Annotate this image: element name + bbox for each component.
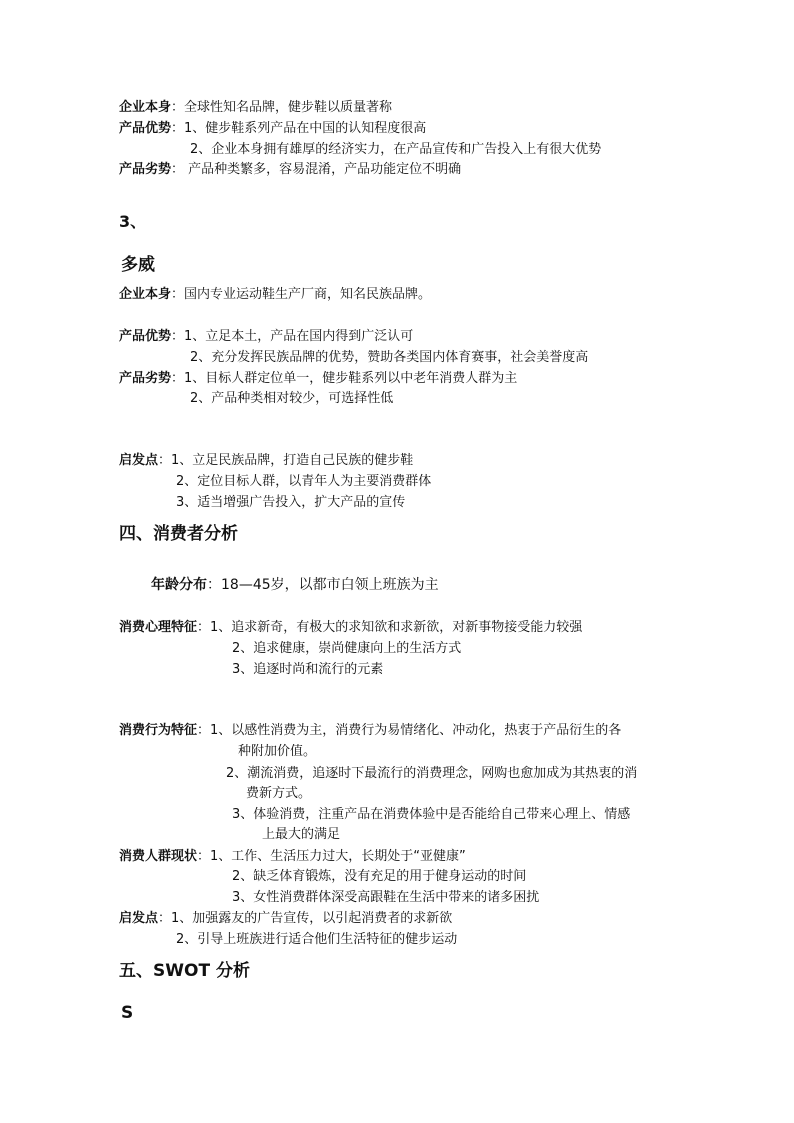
text: ：1、加强露友的广告宣传，以引起消费者的求新欲 bbox=[158, 911, 453, 926]
text: ：国内专业运动鞋生产厂商，知名民族品牌。 bbox=[171, 287, 432, 302]
brand-title: 多威 bbox=[121, 255, 155, 275]
label: 企业本身 bbox=[119, 100, 172, 115]
label: 消费心理特征 bbox=[119, 620, 198, 635]
label: 产品劣势 bbox=[119, 371, 172, 386]
disadvantage-line-2: 2、产品种类相对较少，可选择性低 bbox=[190, 391, 394, 406]
label: 产品优势 bbox=[119, 329, 172, 344]
disadvantage-line bbox=[119, 161, 461, 179]
behavior-line-3a: 3、体验消费，注重产品在消费体验中是否能给自己带来心理上、情感 bbox=[232, 807, 631, 822]
inspiration-line-2: 2、引导上班族进行适合他们生活特征的健步运动 bbox=[176, 932, 458, 947]
advantage-line-2: 2、充分发挥民族品牌的优势，赞助各类国内体育赛事，社会美誉度高 bbox=[190, 350, 589, 365]
inspiration-line bbox=[119, 910, 452, 928]
text: ：18—45岁，以都市白领上班族为主 bbox=[207, 577, 439, 593]
behavior-line bbox=[119, 722, 621, 740]
inspiration-line bbox=[119, 452, 413, 470]
inspiration-line-3: 3、适当增强广告投入，扩大产品的宣传 bbox=[176, 495, 406, 510]
inspiration-line-2: 2、定位目标人群，以青年人为主要消费群体 bbox=[176, 474, 432, 489]
label: 启发点 bbox=[119, 911, 159, 926]
text: ：1、目标人群定位单一，健步鞋系列以中老年消费人群为主 bbox=[171, 371, 518, 386]
label: 企业本身 bbox=[119, 287, 172, 302]
behavior-line-3b: 上最大的满足 bbox=[262, 827, 341, 842]
age-line bbox=[151, 576, 439, 594]
current-status-line-3: 3、女性消费群体深受高跟鞋在生活中带来的诸多困扰 bbox=[232, 890, 540, 905]
company-line bbox=[119, 286, 431, 304]
text: ：1、追求新奇，有极大的求知欲和求新欲，对新事物接受能力较强 bbox=[197, 620, 583, 635]
label: 消费人群现状 bbox=[119, 849, 198, 864]
label: 年龄分布 bbox=[151, 577, 207, 593]
psychology-line-2: 2、追求健康，崇尚健康向上的生活方式 bbox=[232, 641, 462, 656]
section-heading: 四、消费者分析 bbox=[119, 524, 238, 544]
company-line bbox=[119, 99, 392, 117]
text: ：1、以感性消费为主，消费行为易情绪化、冲动化，热衷于产品衍生的各 bbox=[197, 723, 622, 738]
label: 启发点 bbox=[119, 453, 159, 468]
text: ：1、立足本土，产品在国内得到广泛认可 bbox=[171, 329, 414, 344]
text: ：1、工作、生活压力过大，长期处于“亚健康” bbox=[197, 849, 466, 864]
label: 消费行为特征 bbox=[119, 723, 198, 738]
text: ：全球性知名品牌，健步鞋以质量著称 bbox=[171, 100, 393, 115]
behavior-line-1b: 种附加价值。 bbox=[238, 744, 317, 759]
current-status-line bbox=[119, 848, 466, 866]
text: ：1、立足民族品牌，打造自己民族的健步鞋 bbox=[158, 453, 414, 468]
section-number: 3、 bbox=[119, 212, 147, 231]
current-status-line-2: 2、缺乏体育锻炼，没有充足的用于健身运动的时间 bbox=[232, 869, 527, 884]
behavior-line-2a: 2、潮流消费，追逐时下最流行的消费理念，网购也愈加成为其热衷的消 bbox=[226, 766, 638, 781]
behavior-line-2b: 费新方式。 bbox=[246, 786, 312, 801]
label: 产品劣势 bbox=[119, 162, 172, 177]
advantage-line bbox=[119, 120, 426, 138]
text: ：1、健步鞋系列产品在中国的认知程度很高 bbox=[171, 121, 427, 136]
disadvantage-line bbox=[119, 370, 517, 388]
advantage-line bbox=[119, 328, 413, 346]
text: ： 产品种类繁多，容易混淆，产品功能定位不明确 bbox=[171, 162, 462, 177]
advantage-line-2: 2、企业本身拥有雄厚的经济实力，在产品宣传和广告投入上有很大优势 bbox=[190, 142, 602, 157]
psychology-line-3: 3、追逐时尚和流行的元素 bbox=[232, 662, 384, 677]
label: 产品优势 bbox=[119, 121, 172, 136]
section-heading: 五、SWOT 分析 bbox=[119, 961, 250, 981]
subsection-heading: S bbox=[121, 1003, 134, 1023]
psychology-line bbox=[119, 619, 582, 637]
